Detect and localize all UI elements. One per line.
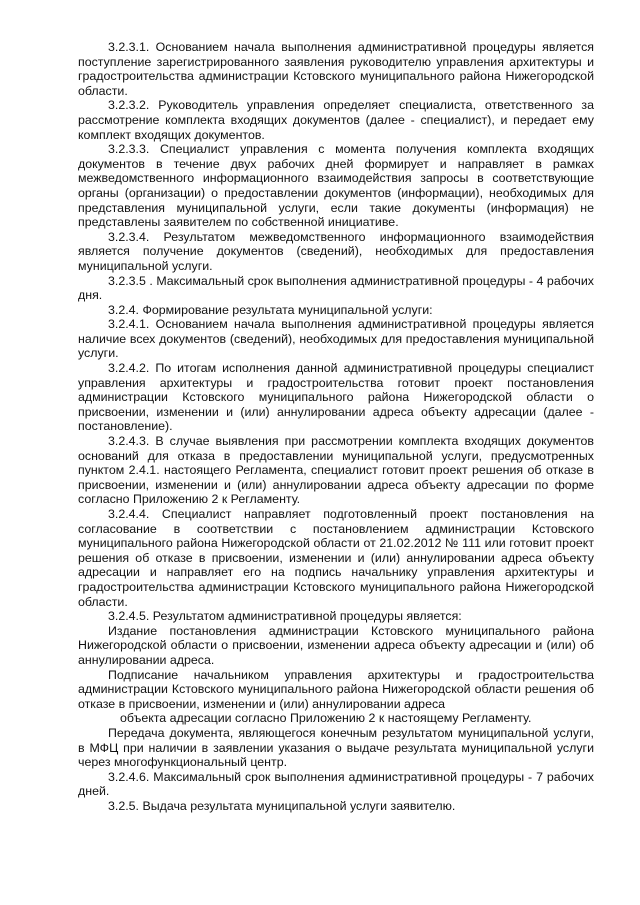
paragraph-3-2-4-5: 3.2.4.5. Результатом административной процедуры является:: [108, 609, 462, 624]
paragraph-result-refusal: Подписание начальником управления архитектуры и градостроительства администрации Кстовского муниципального района Нижегородской области решения об отказе в присвоении, изменении и (или) аннулировании адреса: [78, 667, 594, 711]
paragraph-3-2-4: 3.2.4. Формирование результата муниципальной услуги:: [108, 302, 433, 317]
paragraph-3-2-3-2: 3.2.3.2. Руководитель управления определяет специалиста, ответственного за рассмотрение комплекта входящих документов (далее - специалист), и передает ему комплект входящих документов.: [78, 98, 594, 142]
paragraph-result-refusal-continued: объекта адресации согласно Приложению 2 к настоящему Регламенту.: [120, 711, 532, 726]
paragraph-3-2-3-3: 3.2.3.3. Специалист управления с момента получения комплекта входящих документов в течение двух рабочих дней формирует и направляет в рамках межведомственного информационного взаимодействия запросы в соответствующие органы (организации) о предоставлении документов (информации), необходимых для представления муниципальной услуги, если такие документы (информация) не представлены заявителем по собственной инициативе.: [78, 142, 594, 230]
paragraph-3-2-5: 3.2.5. Выдача результата муниципальной услуги заявителю.: [108, 798, 456, 813]
paragraph-result-decree: Издание постановления администрации Кстовского муниципального района Нижегородской области о присвоении, изменении адреса объекту адресации и (или) об аннулировании адреса.: [78, 623, 594, 667]
paragraph-3-2-4-3: 3.2.4.3. В случае выявления при рассмотрении комплекта входящих документов оснований для отказа в предоставлении муниципальной услуги, предусмотренных пунктом 2.4.1. настоящего Регламента, специалист готовит проект решения об отказе в присвоении, изменении и (или) аннулировании адреса объекту адресации по форме согласно Приложению 2 к Регламенту.: [78, 434, 594, 507]
paragraph-3-2-3-4: 3.2.3.4. Результатом межведомственного информационного взаимодействия является получение документов (сведений), необходимых для предоставления муниципальной услуги.: [78, 229, 594, 273]
paragraph-3-2-4-1: 3.2.4.1. Основанием начала выполнения административной процедуры является наличие всех документов (сведений), необходимых для предоставления муниципальной услуги.: [78, 317, 594, 361]
paragraph-3-2-4-6: 3.2.4.6. Максимальный срок выполнения административной процедуры - 7 рабочих дней.: [78, 769, 594, 799]
paragraph-3-2-4-4: 3.2.4.4. Специалист направляет подготовленный проект постановления на согласование в соответствии с постановлением администрации Кстовского муниципального района Нижегородской области от 21.02.2012 № 111 или готовит проект решения об отказе в присвоении, изменении и (или) аннулировании адреса объекту адресации и направляет его на подпись начальнику управления архитектуры и градостроительства администрации Кстовского муниципального района Нижегородской области.: [78, 507, 594, 609]
paragraph-3-2-3-1: 3.2.3.1. Основанием начала выполнения административной процедуры является поступление зарегистрированного заявления руководителю управления архитектуры и градостроительства администрации Кстовского муниципального района Нижегородской области.: [78, 40, 594, 98]
paragraph-3-2-3-5: 3.2.3.5 . Максимальный срок выполнения административной процедуры - 4 рабочих дня.: [78, 273, 594, 303]
document-page: [78, 40, 594, 813]
paragraph-3-2-4-2: 3.2.4.2. По итогам исполнения данной административной процедуры специалист управления архитектуры и градостроительства готовит проект постановления администрации Кстовского муниципального района Нижегородской области о присвоении, изменении и (или) аннулировании адреса объекту адресации (далее - постановление).: [78, 361, 594, 434]
paragraph-result-transfer: Передача документа, являющегося конечным результатом муниципальной услуги, в МФЦ при наличии в заявлении указания о выдаче результата муниципальной услуги через многофункциональный центр.: [78, 725, 594, 770]
